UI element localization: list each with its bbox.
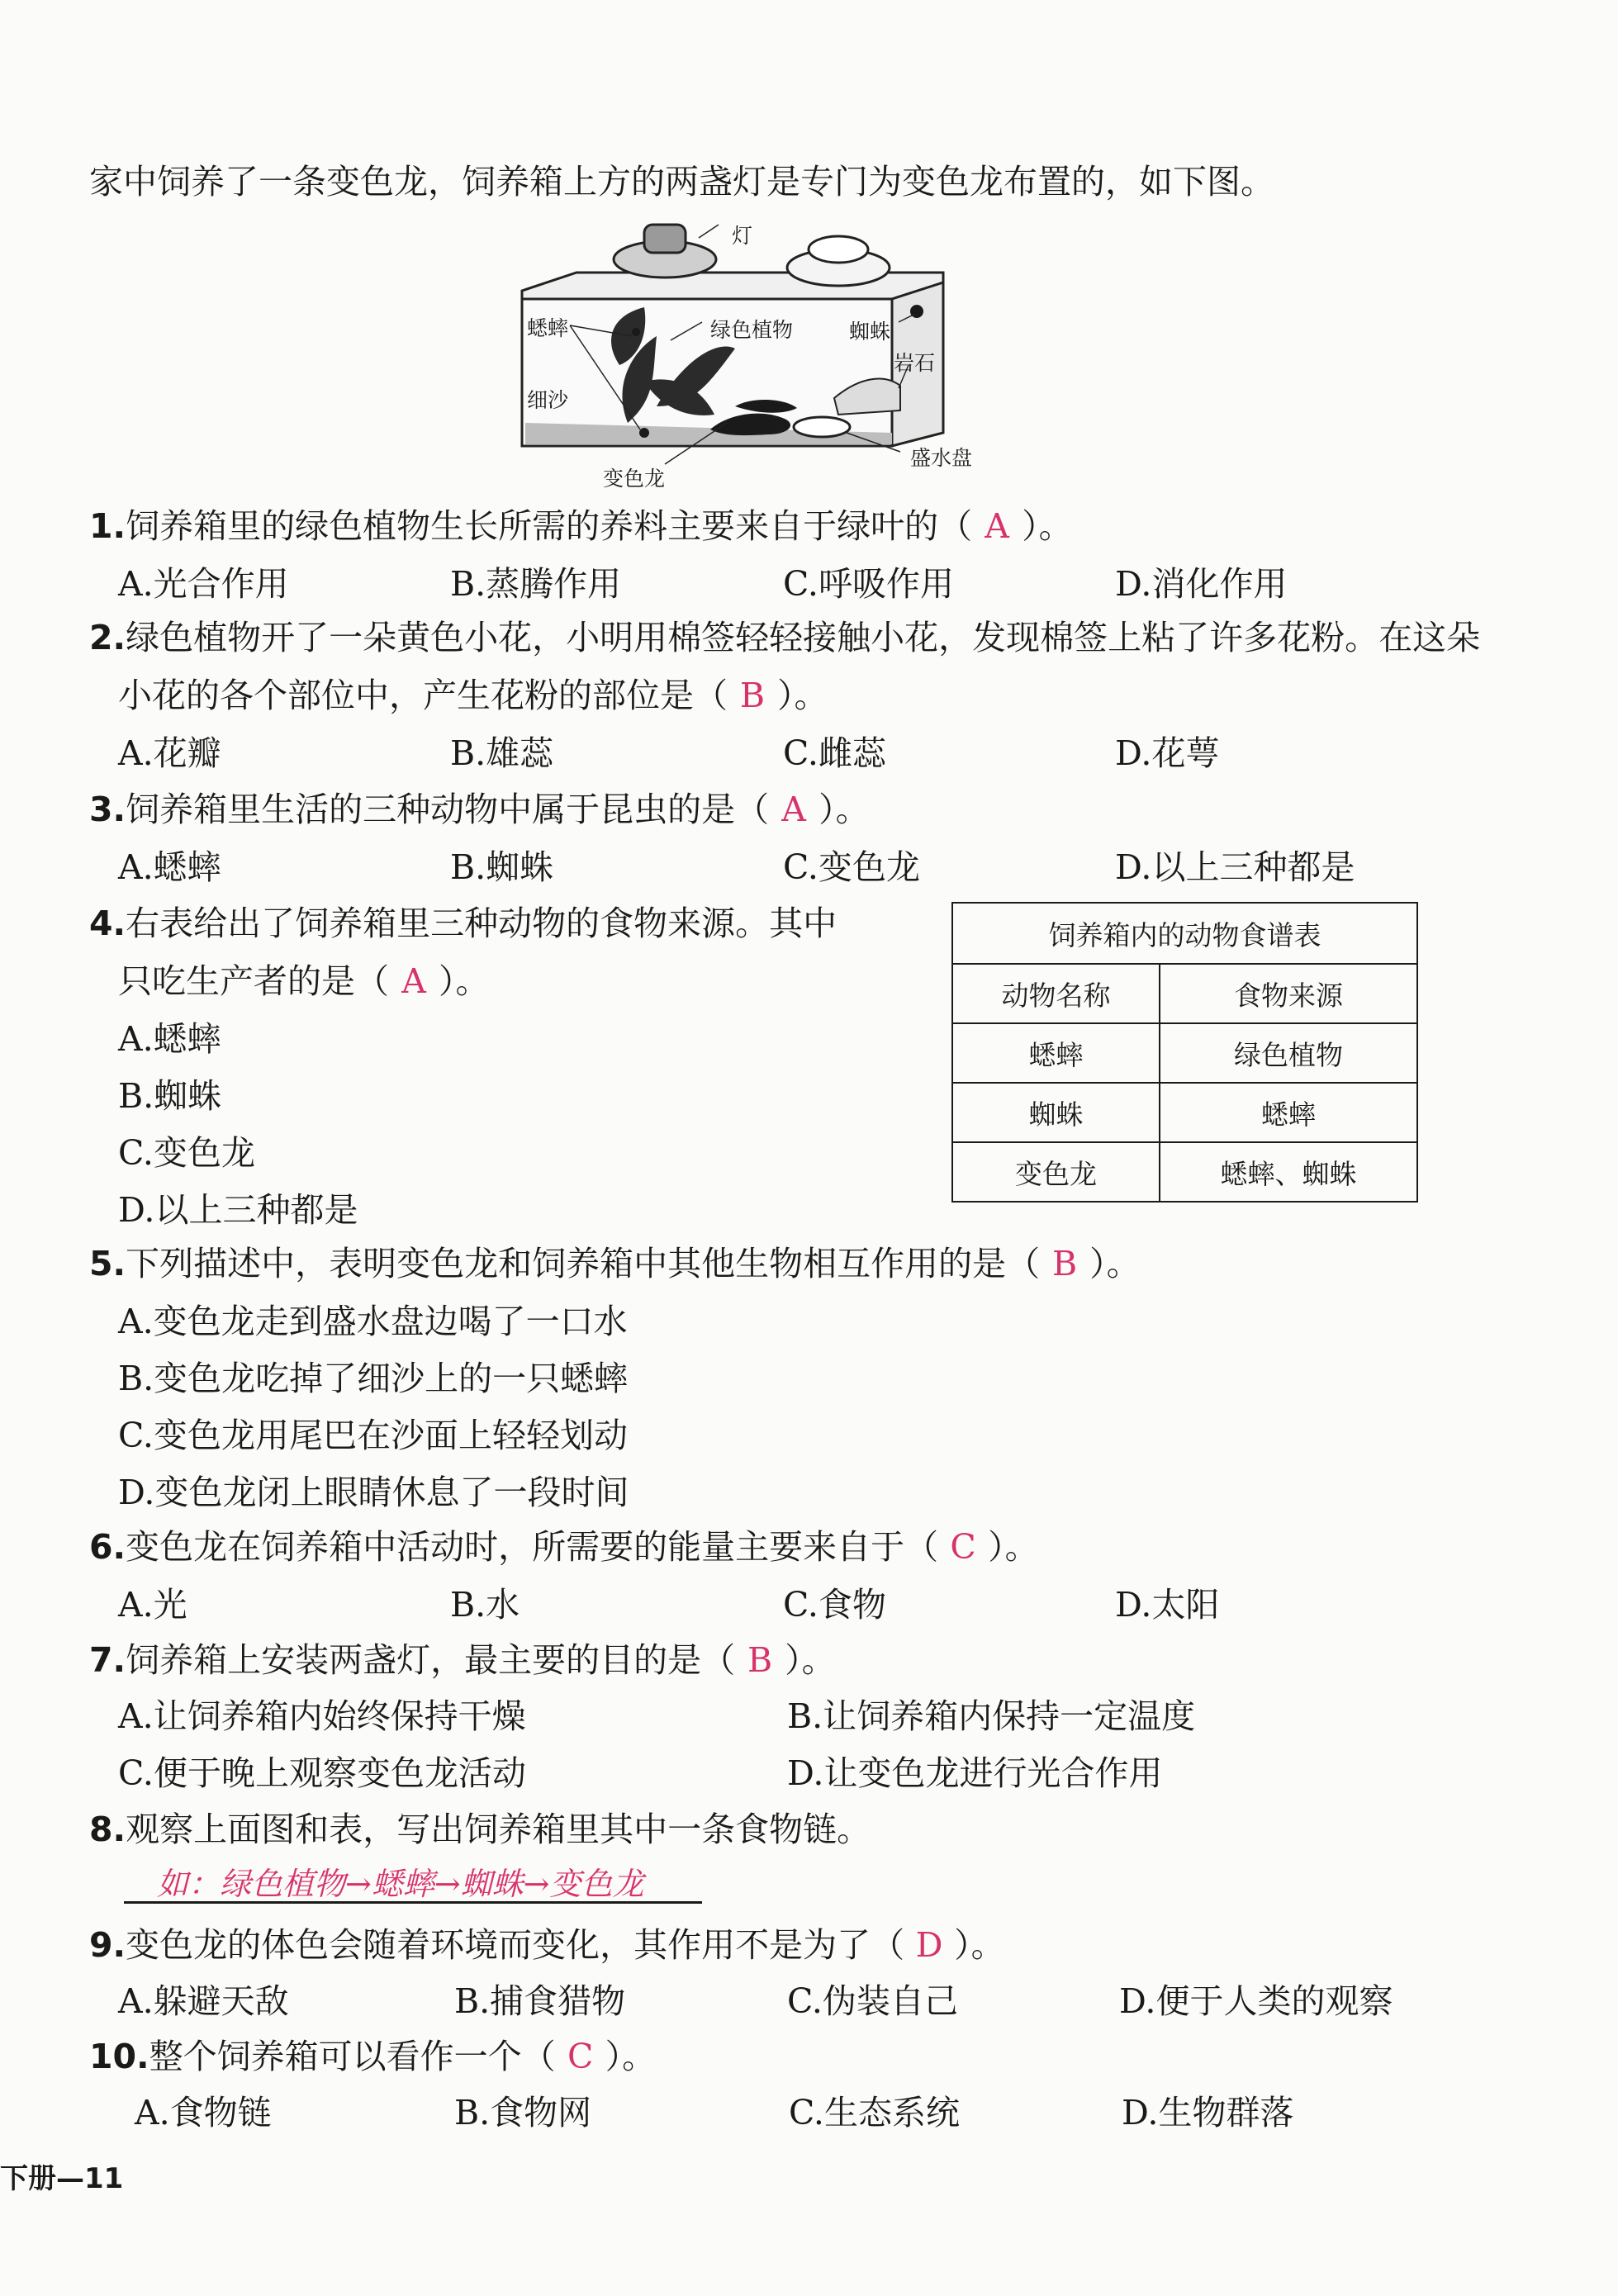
- option: D.便于人类的观察: [1119, 1981, 1393, 2021]
- lamp-left-icon: [614, 225, 716, 278]
- label-dish: 盛水盘: [910, 446, 973, 470]
- option: B.变色龙吃掉了细沙上的一只蟋蟀: [118, 1359, 629, 1398]
- option: D.生物群落: [1122, 2093, 1294, 2132]
- option: C.食物: [783, 1585, 886, 1625]
- label-rock: 岩石: [894, 351, 936, 375]
- option: B.让饲养箱内保持一定温度: [787, 1696, 1196, 1736]
- option: D.消化作用: [1115, 564, 1288, 604]
- question-2-line2: 小花的各个部位中，产生花粉的部位是（ B ）。: [118, 671, 828, 720]
- option: B.水: [450, 1585, 520, 1625]
- option: B.蜘蛛: [450, 847, 554, 887]
- question-4-line2: 只吃生产者的是（ A ）。: [118, 956, 490, 1006]
- option: C.便于晚上观察变色龙活动: [118, 1753, 526, 1793]
- question-6: 6.变色龙在饲养箱中活动时，所需要的能量主要来自于（ C ）。: [89, 1522, 1039, 1572]
- question-9: 9.变色龙的体色会随着环境而变化，其作用不是为了（ D ）。: [89, 1920, 1005, 1970]
- option: D.花萼: [1115, 733, 1220, 773]
- answer-2: B: [739, 676, 766, 715]
- option: D.以上三种都是: [1115, 847, 1355, 887]
- option: A.食物链: [135, 2093, 272, 2132]
- option: A.花瓣: [118, 733, 221, 773]
- answer-7: B: [747, 1640, 773, 1680]
- question-7: 7.饲养箱上安装两盏灯，最主要的目的是（ B ）。: [89, 1635, 836, 1685]
- answer-6: C: [950, 1527, 976, 1567]
- option: D.太阳: [1115, 1585, 1220, 1625]
- label-lamp: 灯: [732, 224, 753, 248]
- option: C.变色龙: [118, 1133, 255, 1173]
- option: A.蟋蟀: [118, 847, 221, 887]
- answer-line: [124, 1901, 702, 1904]
- question-5: 5.下列描述中，表明变色龙和饲养箱中其他生物相互作用的是（ B ）。: [89, 1239, 1141, 1288]
- label-spider: 蜘蛛: [849, 320, 891, 344]
- table-cell: 变色龙: [952, 1142, 1160, 1202]
- option: D.以上三种都是: [118, 1190, 358, 1230]
- question-8: 8.观察上面图和表，写出饲养箱里其中一条食物链。: [89, 1810, 871, 1849]
- water-dish-icon: [794, 417, 850, 437]
- option: B.蜘蛛: [118, 1076, 222, 1116]
- cricket-icon: [639, 428, 649, 438]
- answer-9: D: [915, 1925, 943, 1965]
- question-4: 4.右表给出了饲养箱里三种动物的食物来源。其中: [89, 904, 837, 943]
- question-3: 3.饲养箱里生活的三种动物中属于昆虫的是（ A ）。: [89, 785, 870, 834]
- table-cell: 绿色植物: [1160, 1023, 1417, 1083]
- option: D.让变色龙进行光合作用: [787, 1753, 1163, 1793]
- option: C.呼吸作用: [783, 564, 954, 604]
- answer-5: B: [1052, 1244, 1078, 1283]
- intro-text: 家中饲养了一条变色龙，饲养箱上方的两盏灯是专门为变色龙布置的，如下图。: [89, 162, 1274, 202]
- option: B.捕食猎物: [454, 1981, 626, 2021]
- table-cell: 蟋蟀、蜘蛛: [1160, 1142, 1417, 1202]
- option: A.光: [118, 1585, 187, 1625]
- table-caption: 饲养箱内的动物食谱表: [952, 903, 1417, 964]
- option: A.变色龙走到盛水盘边喝了一口水: [118, 1302, 628, 1341]
- table-header: 食物来源: [1160, 964, 1417, 1023]
- question-1: 1.饲养箱里的绿色植物生长所需的养料主要来自于绿叶的（ A ）。: [89, 501, 1073, 551]
- option: A.蟋蟀: [118, 1019, 221, 1059]
- lamp-right-icon: [787, 236, 890, 286]
- answer-3: A: [781, 790, 806, 829]
- option: B.雄蕊: [450, 733, 554, 773]
- option: A.躲避天敌: [118, 1981, 289, 2021]
- table-header: 动物名称: [952, 964, 1160, 1023]
- option: C.雌蕊: [783, 733, 886, 773]
- table-cell: 蜘蛛: [952, 1083, 1160, 1142]
- option: C.伪装自己: [787, 1981, 958, 2021]
- table-cell: 蟋蟀: [1160, 1083, 1417, 1142]
- label-chameleon: 变色龙: [603, 467, 666, 491]
- question-10: 10.整个饲养箱可以看作一个（ C ）。: [89, 2032, 656, 2081]
- option: A.让饲养箱内始终保持干燥: [118, 1696, 526, 1736]
- question-2: 2.绿色植物开了一朵黄色小花，小明用棉签轻轻接触小花，发现棉签上粘了许多花粉。在这朵: [89, 618, 1481, 657]
- page-number: 下册—11: [0, 2162, 124, 2195]
- option: A.光合作用: [118, 564, 289, 604]
- option: C.生态系统: [789, 2093, 960, 2132]
- answer-4: A: [401, 961, 426, 1001]
- option: C.变色龙用尾巴在沙面上轻轻划动: [118, 1416, 628, 1455]
- cricket-icon: [632, 328, 640, 336]
- answer-10: C: [567, 2037, 594, 2076]
- option: B.食物网: [454, 2093, 592, 2132]
- table-cell: 蟋蟀: [952, 1023, 1160, 1083]
- option: B.蒸腾作用: [450, 564, 622, 604]
- answer-1: A: [985, 506, 1009, 546]
- label-sand: 细沙: [527, 388, 569, 412]
- handwritten-answer-8: 如：绿色植物→蟋蟀→蜘蛛→变色龙: [157, 1866, 644, 1902]
- diet-table: [951, 902, 1418, 1203]
- option: D.变色龙闭上眼睛休息了一段时间: [118, 1473, 629, 1512]
- label-cricket: 蟋蟀: [527, 316, 569, 340]
- label-plant: 绿色植物: [710, 318, 794, 342]
- option: C.变色龙: [783, 847, 920, 887]
